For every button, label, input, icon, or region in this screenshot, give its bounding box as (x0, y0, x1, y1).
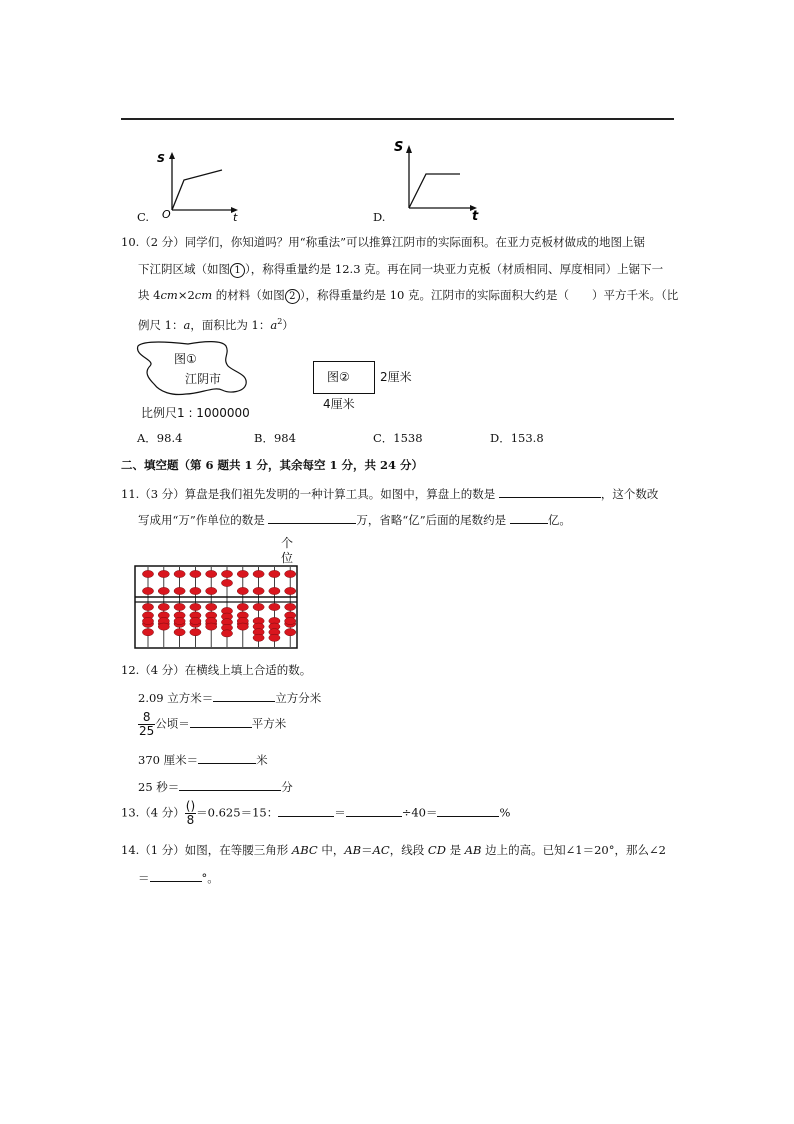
q10-line2: 下江阴区域（如图 1 ），称得重量约是 12.3 克。再在同一块亚力克板（材质相同、厚度相同）上锯下一 (138, 262, 664, 276)
option-d-label: D. (373, 210, 386, 224)
abacus-lower-bead (206, 623, 217, 630)
abacus-upper-bead (221, 570, 232, 577)
q10-line3: 块 4cm×2cm 的材料（如图 2 ），称得重量约是 10 克。江阴市的实际面积大约是（ ）平方千米。（比 (138, 288, 679, 302)
abacus (134, 565, 299, 650)
q11-blank-1[interactable] (499, 486, 601, 498)
abacus-upper-bead (142, 587, 153, 594)
q14-line2: ＝ °。 (138, 871, 219, 885)
abacus-upper-bead (253, 587, 264, 594)
abacus-upper-bead (237, 587, 248, 594)
q11-line2: 写成用“万”作单位的数是 万，省略“亿”后面的尾数约是 亿。 (138, 513, 571, 527)
option-d[interactable]: D．153.8 (490, 431, 544, 445)
graph-d (388, 136, 488, 224)
circled-number-2: 2 (285, 289, 300, 304)
q12-row4: 25 秒＝ 分 (138, 780, 293, 794)
place-label-line1: 个 (281, 536, 294, 550)
q13-blank-3[interactable] (437, 805, 499, 817)
graph-c-y-label: S (157, 152, 165, 165)
abacus-lower-bead (237, 623, 248, 630)
abacus-upper-bead (206, 587, 217, 594)
section-heading: 二、填空题（第 6 题共 1 分，其余每空 1 分，共 24 分） (121, 458, 424, 472)
abacus-lower-bead (174, 603, 185, 610)
abacus-upper-bead (269, 570, 280, 577)
graph-c-origin: O (162, 208, 171, 221)
q11-blank-2[interactable] (268, 512, 356, 524)
abacus-lower-bead (206, 603, 217, 610)
q12-blank-2[interactable] (190, 716, 252, 728)
abacus-lower-bead (158, 603, 169, 610)
q12-row2: $\frac{8}{25}$ 公顷＝ 平方米 (139, 710, 287, 738)
abacus-lower-bead (285, 617, 296, 624)
q11-line1: 11.（3 分）算盘是我们祖先发明的一种计算工具。如图中，算盘上的数是 ，这个数改 (121, 487, 659, 501)
figure-2-title: 图② (327, 370, 350, 384)
abacus-lower-bead (142, 629, 153, 636)
abacus-lower-bead (221, 630, 232, 637)
circled-number-1: 1 (230, 263, 245, 278)
option-c[interactable]: C．1538 (373, 431, 423, 445)
abacus-lower-bead (174, 617, 185, 624)
q10-line4: 例尺 1：a，面积比为 1：$a^2$） (138, 317, 294, 332)
q14-line1: 14.（1 分）如图，在等腰三角形 ABC 中，AB＝AC，线段 CD 是 AB 边上的高。已知∠1＝20°，那么∠2 (121, 843, 666, 857)
q14-blank-1[interactable] (150, 870, 202, 882)
q12-blank-1[interactable] (213, 690, 275, 702)
abacus-upper-bead (174, 587, 185, 594)
q12-row1: 2.09 立方米＝ 立方分米 (138, 691, 322, 705)
q10-line1: 10.（2 分）同学们，你知道吗？用“称重法”可以推算江阴市的实际面积。在亚力克板材做成的地图上锯 (121, 235, 646, 249)
abacus-lower-bead (253, 634, 264, 641)
figure-2-width: 4厘米 (323, 397, 355, 411)
figure-1-title: 图① (174, 352, 197, 366)
abacus-lower-bead (190, 629, 201, 636)
abacus-lower-bead (253, 603, 264, 610)
q13-blank-2[interactable] (346, 805, 402, 817)
place-label-line2: 位 (281, 551, 294, 565)
abacus-upper-bead (237, 570, 248, 577)
abacus-lower-bead (237, 603, 248, 610)
abacus-upper-bead (174, 570, 185, 577)
header-rule (121, 118, 674, 120)
abacus-lower-bead (285, 603, 296, 610)
abacus-upper-bead (206, 570, 217, 577)
option-c-label: C. (137, 210, 150, 224)
abacus-upper-bead (142, 570, 153, 577)
abacus-upper-bead (285, 587, 296, 594)
graph-d-x-label: t (472, 209, 479, 224)
abacus-upper-bead (190, 570, 201, 577)
abacus-lower-bead (158, 623, 169, 630)
abacus-upper-bead (221, 579, 232, 586)
figure-1-scale: 比例尺1 : 1000000 (141, 406, 250, 420)
q12-blank-3[interactable] (198, 752, 256, 764)
q11-blank-3[interactable] (510, 512, 548, 524)
abacus-lower-bead (142, 617, 153, 624)
q12-row3: 370 厘米＝ 米 (138, 753, 268, 767)
abacus-lower-bead (142, 603, 153, 610)
figure-1-map (130, 338, 255, 402)
option-b[interactable]: B．984 (254, 431, 296, 445)
graph-c (150, 148, 250, 224)
abacus-lower-bead (269, 634, 280, 641)
figure-2-height: 2厘米 (380, 370, 412, 384)
q13-blank-1[interactable] (278, 805, 334, 817)
graph-d-y-label: S (394, 140, 404, 155)
fraction-blank-over-8: $\frac{()}{8}$ (185, 799, 196, 827)
graph-c-x-label: t (233, 211, 238, 224)
q12-intro: 12.（4 分）在横线上填上合适的数。 (121, 663, 312, 677)
q12-blank-4[interactable] (179, 779, 281, 791)
abacus-upper-bead (158, 570, 169, 577)
figure-1-city: 江阴市 (185, 372, 222, 386)
abacus-lower-bead (190, 617, 201, 624)
abacus-upper-bead (158, 587, 169, 594)
abacus-upper-bead (285, 570, 296, 577)
abacus-upper-bead (269, 587, 280, 594)
abacus-lower-bead (269, 603, 280, 610)
option-a[interactable]: A．98.4 (137, 431, 183, 445)
abacus-lower-bead (190, 603, 201, 610)
abacus-lower-bead (174, 629, 185, 636)
fraction-8-25: $\frac{8}{25}$ (139, 710, 155, 738)
abacus-lower-bead (285, 629, 296, 636)
abacus-upper-bead (253, 570, 264, 577)
abacus-upper-bead (190, 587, 201, 594)
q13-line: 13.（4 分） $\frac{()}{8}$ ＝0.625＝15： ＝ ÷40＝ % (121, 799, 511, 827)
